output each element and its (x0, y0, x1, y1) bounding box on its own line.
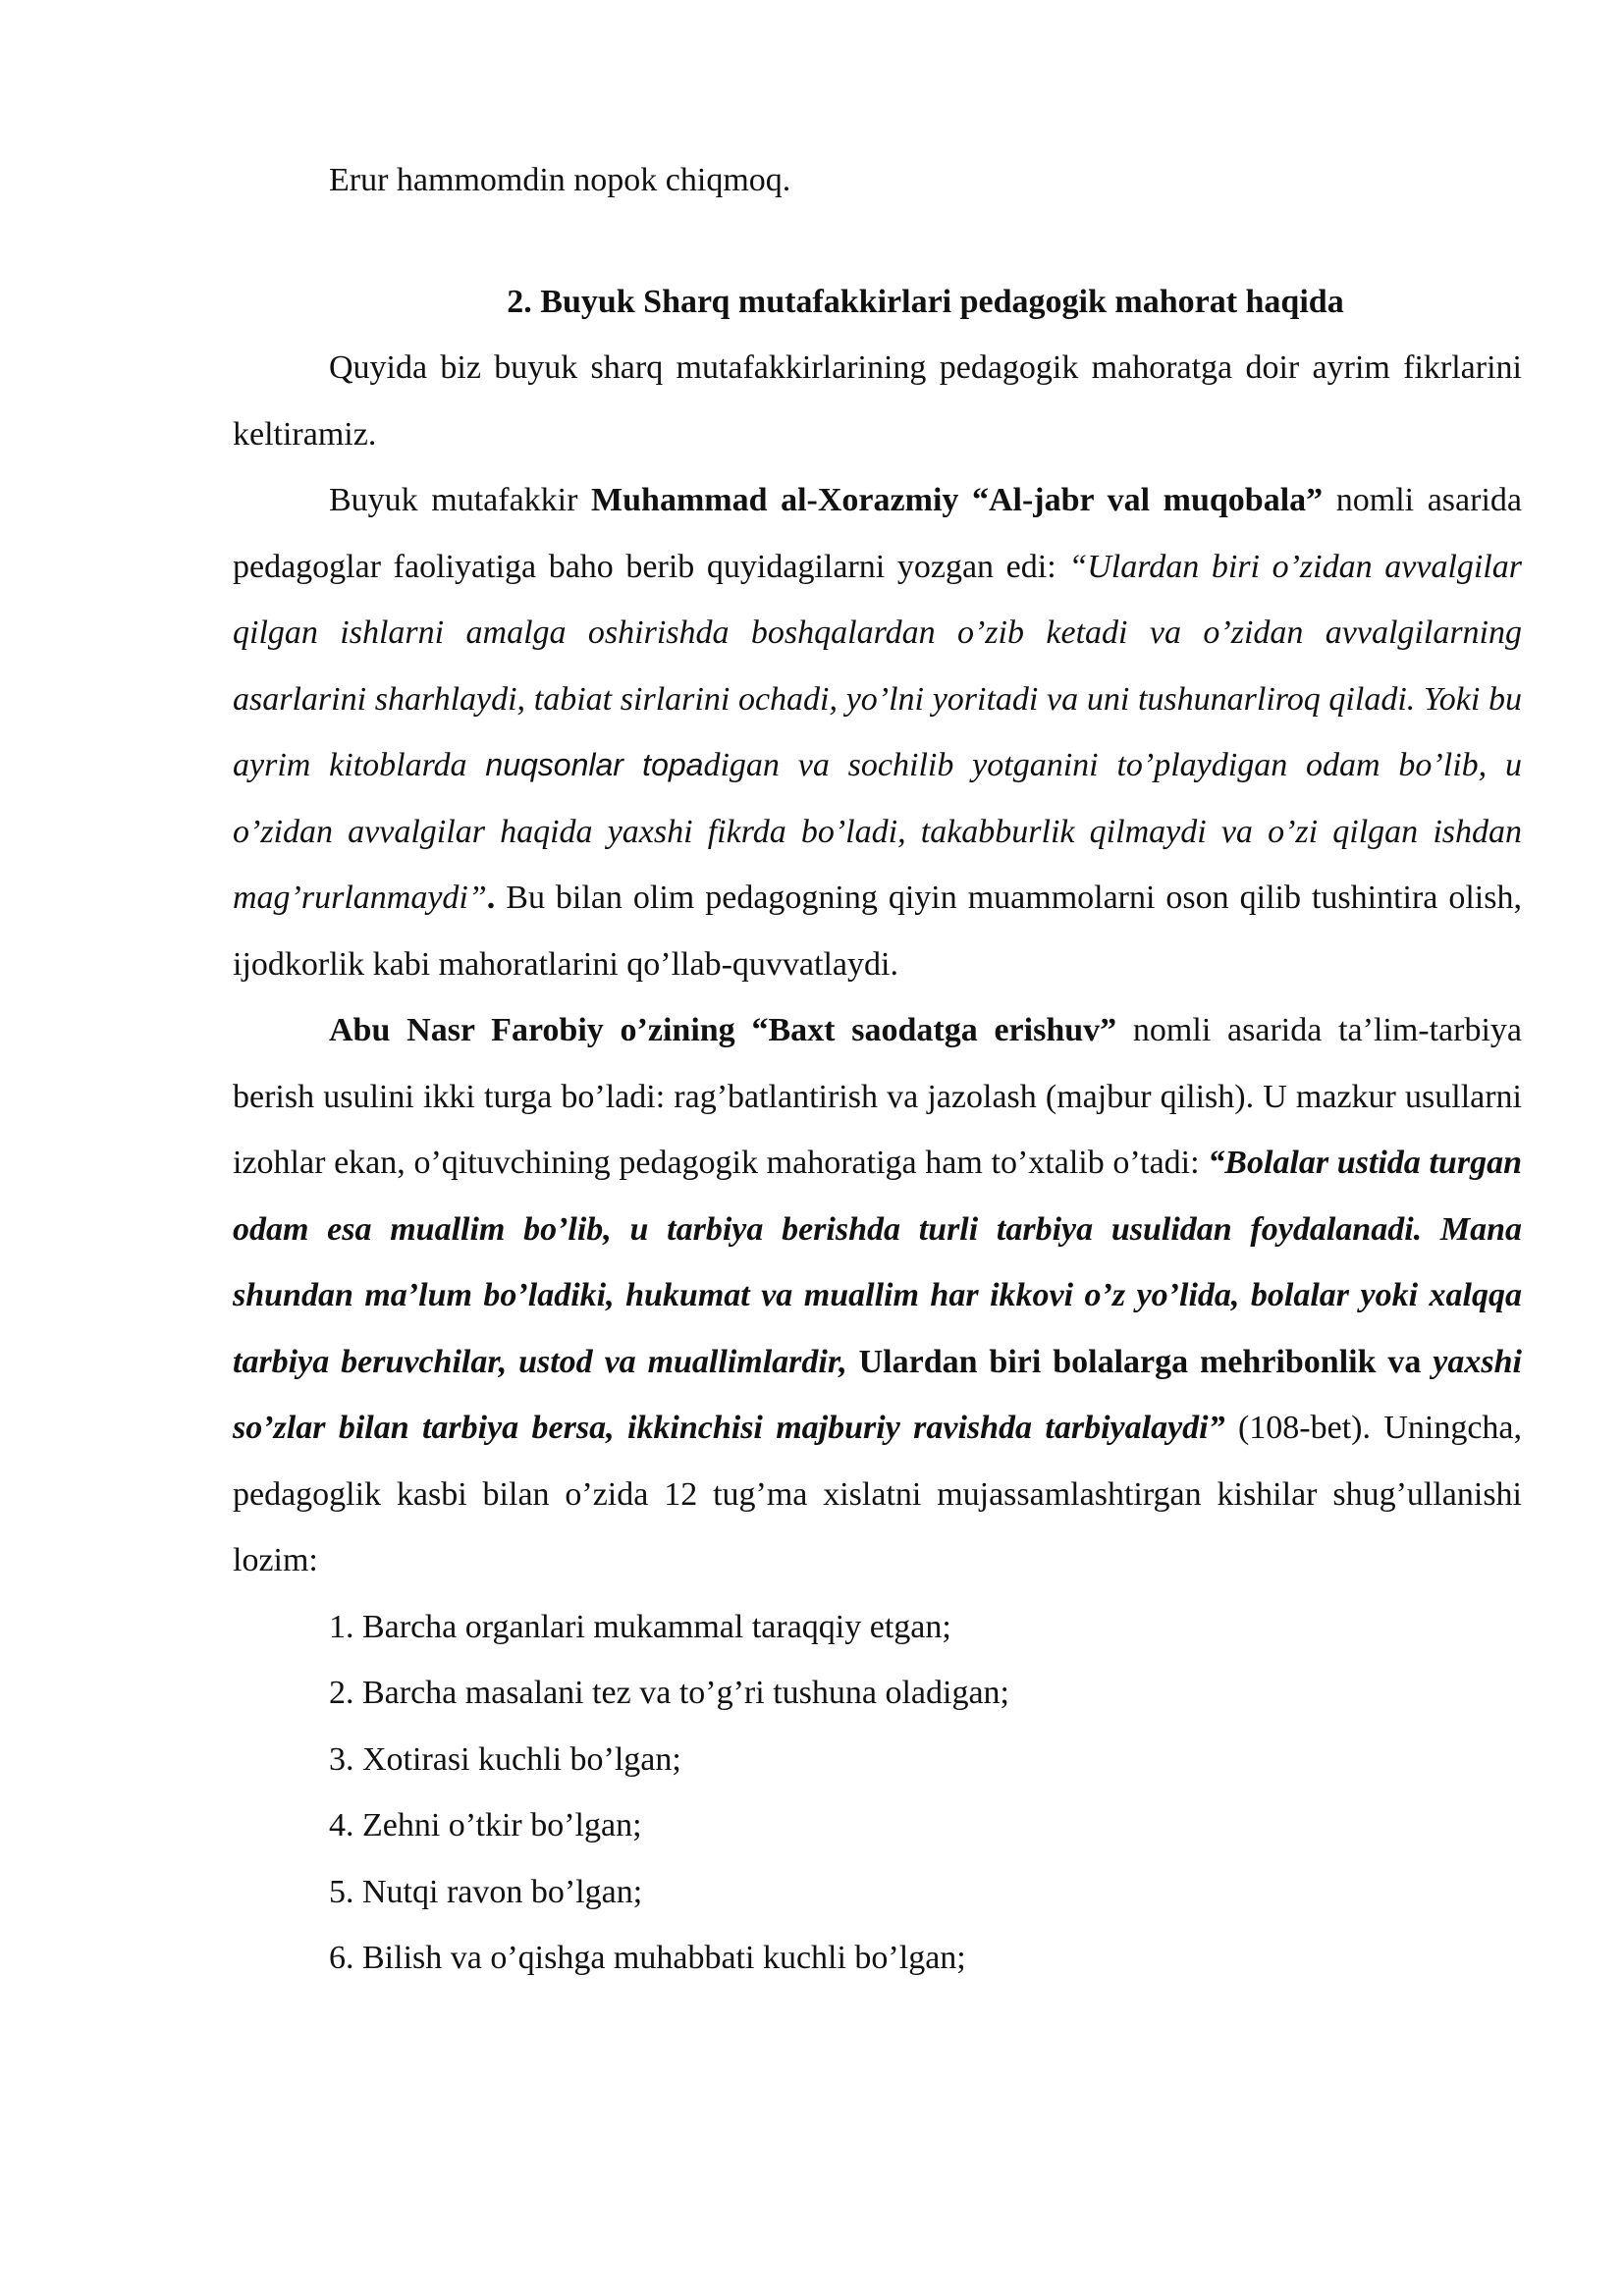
farobiy-author: Abu Nasr Farobiy o’zining “Baxt saodatga erishuv” (329, 1012, 1117, 1048)
list-item: 2. Barcha masalani tez va to’g’ri tushuna oladigan; (329, 1675, 1009, 1711)
paragraph-intro (233, 335, 1522, 467)
list-item: 6. Bilish va o’qishga muhabbati kuchli bo’lgan; (329, 1940, 966, 1976)
paragraph-intro-text: Quyida biz buyuk sharq mutafakkirlarining pedagogik mahoratga doir ayrim fikrlarini keltiramiz. (233, 349, 1522, 453)
xorazmiy-lead: Buyuk mutafakkir (329, 482, 592, 518)
farobiy-quote-bold: Ulardan biri bolalarga mehribonlik va (858, 1343, 1422, 1380)
list-item: 3. Xotirasi kuchli bo’lgan; (329, 1740, 681, 1778)
xorazmiy-quote-dot: . (486, 880, 496, 916)
xorazmiy-quote-part1: “Ulardan biri o’zidan avvalgilar qilgan ishlarni amalga oshirishda boshqalardan o’zib ketadi va o’zidan avvalgilarning asarlarini sharhlaydi, tabiat sirlarini ochadi, yo’lni yoritadi va uni tushunarliroq qiladi. Yoki bu ayrim kitoblarda (233, 548, 1522, 783)
section-heading: 2. Buyuk Sharq mutafakkirlari pedagogik mahorat haqida (507, 283, 1344, 320)
spacer (233, 214, 1522, 269)
farobiy-text2: (108-bet). Uningcha, pedagoglik kasbi bilan o’zida 12 tug’ma xislatni mujassamlashtirgan kishilar shug’ullanishi lozim: (233, 1410, 1522, 1578)
xorazmiy-author: Muhammad al-Xorazmiy “Al-jabr val muqobala” (591, 482, 1324, 518)
xorazmiy-text2: Bu bilan olim pedagogning qiyin muammolarni oson qilib tushintira olish, ijodkorlik kabi mahoratlarini qo’llab-quvvatlaydi. (233, 880, 1522, 983)
xorazmiy-text1: nomli asarida pedagoglar faoliyatiga baho berib quyidagilarni yozgan edi: (233, 482, 1522, 585)
farobiy-quote: “Bolalar ustida turgan odam esa muallim bo’lib, u tarbiya berishda turli tarbiya usulidan foydalanadi. Mana shundan ma’lum bo’ladiki, hukumat va muallim har ikkovi o’z yo’lida, bolalar yoki xalqqa tarbiya beruvchilar, ustod va muallimlardir, (233, 1145, 1522, 1380)
verse-line: Erur hammomdin nopok chiqmoq. (329, 162, 791, 198)
list-item: 1. Barcha organlari mukammal taraqqiy etgan; (329, 1608, 951, 1645)
list-item: 4. Zehni o’tkir bo’lgan; (329, 1807, 642, 1843)
farobiy-quote-end: yaxshi so’zlar bilan tarbiya bersa, ikkinchisi majburiy ravishda tarbiyalaydi” (233, 1343, 1522, 1446)
paragraph-farobiy (233, 997, 1522, 1594)
list-item: 5. Nutqi ravon bo’lgan; (329, 1873, 643, 1910)
xorazmiy-quote-sans: nuqsonlar topa (485, 747, 704, 782)
paragraph-xorazmiy (233, 467, 1522, 997)
xorazmiy-quote-part2: digan va sochilib yotganini to’playdigan odam bo’lib, u o’zidan avvalgilar haqida yaxshi fikrda bo’ladi, takabburlik qilmaydi va o’zi qilgan ishdan mag’rurlanmaydi” (233, 747, 1522, 916)
farobiy-text1: nomli asarida ta’lim-tarbiya berish usulini ikki turga bo’ladi: rag’batlantirish va jazolash (majbur qilish). U mazkur usullarni izohlar ekan, o’qituvchining pedagogik mahoratiga ham to’xtalib o’tadi: (233, 1012, 1523, 1181)
page-content (233, 147, 1522, 1992)
